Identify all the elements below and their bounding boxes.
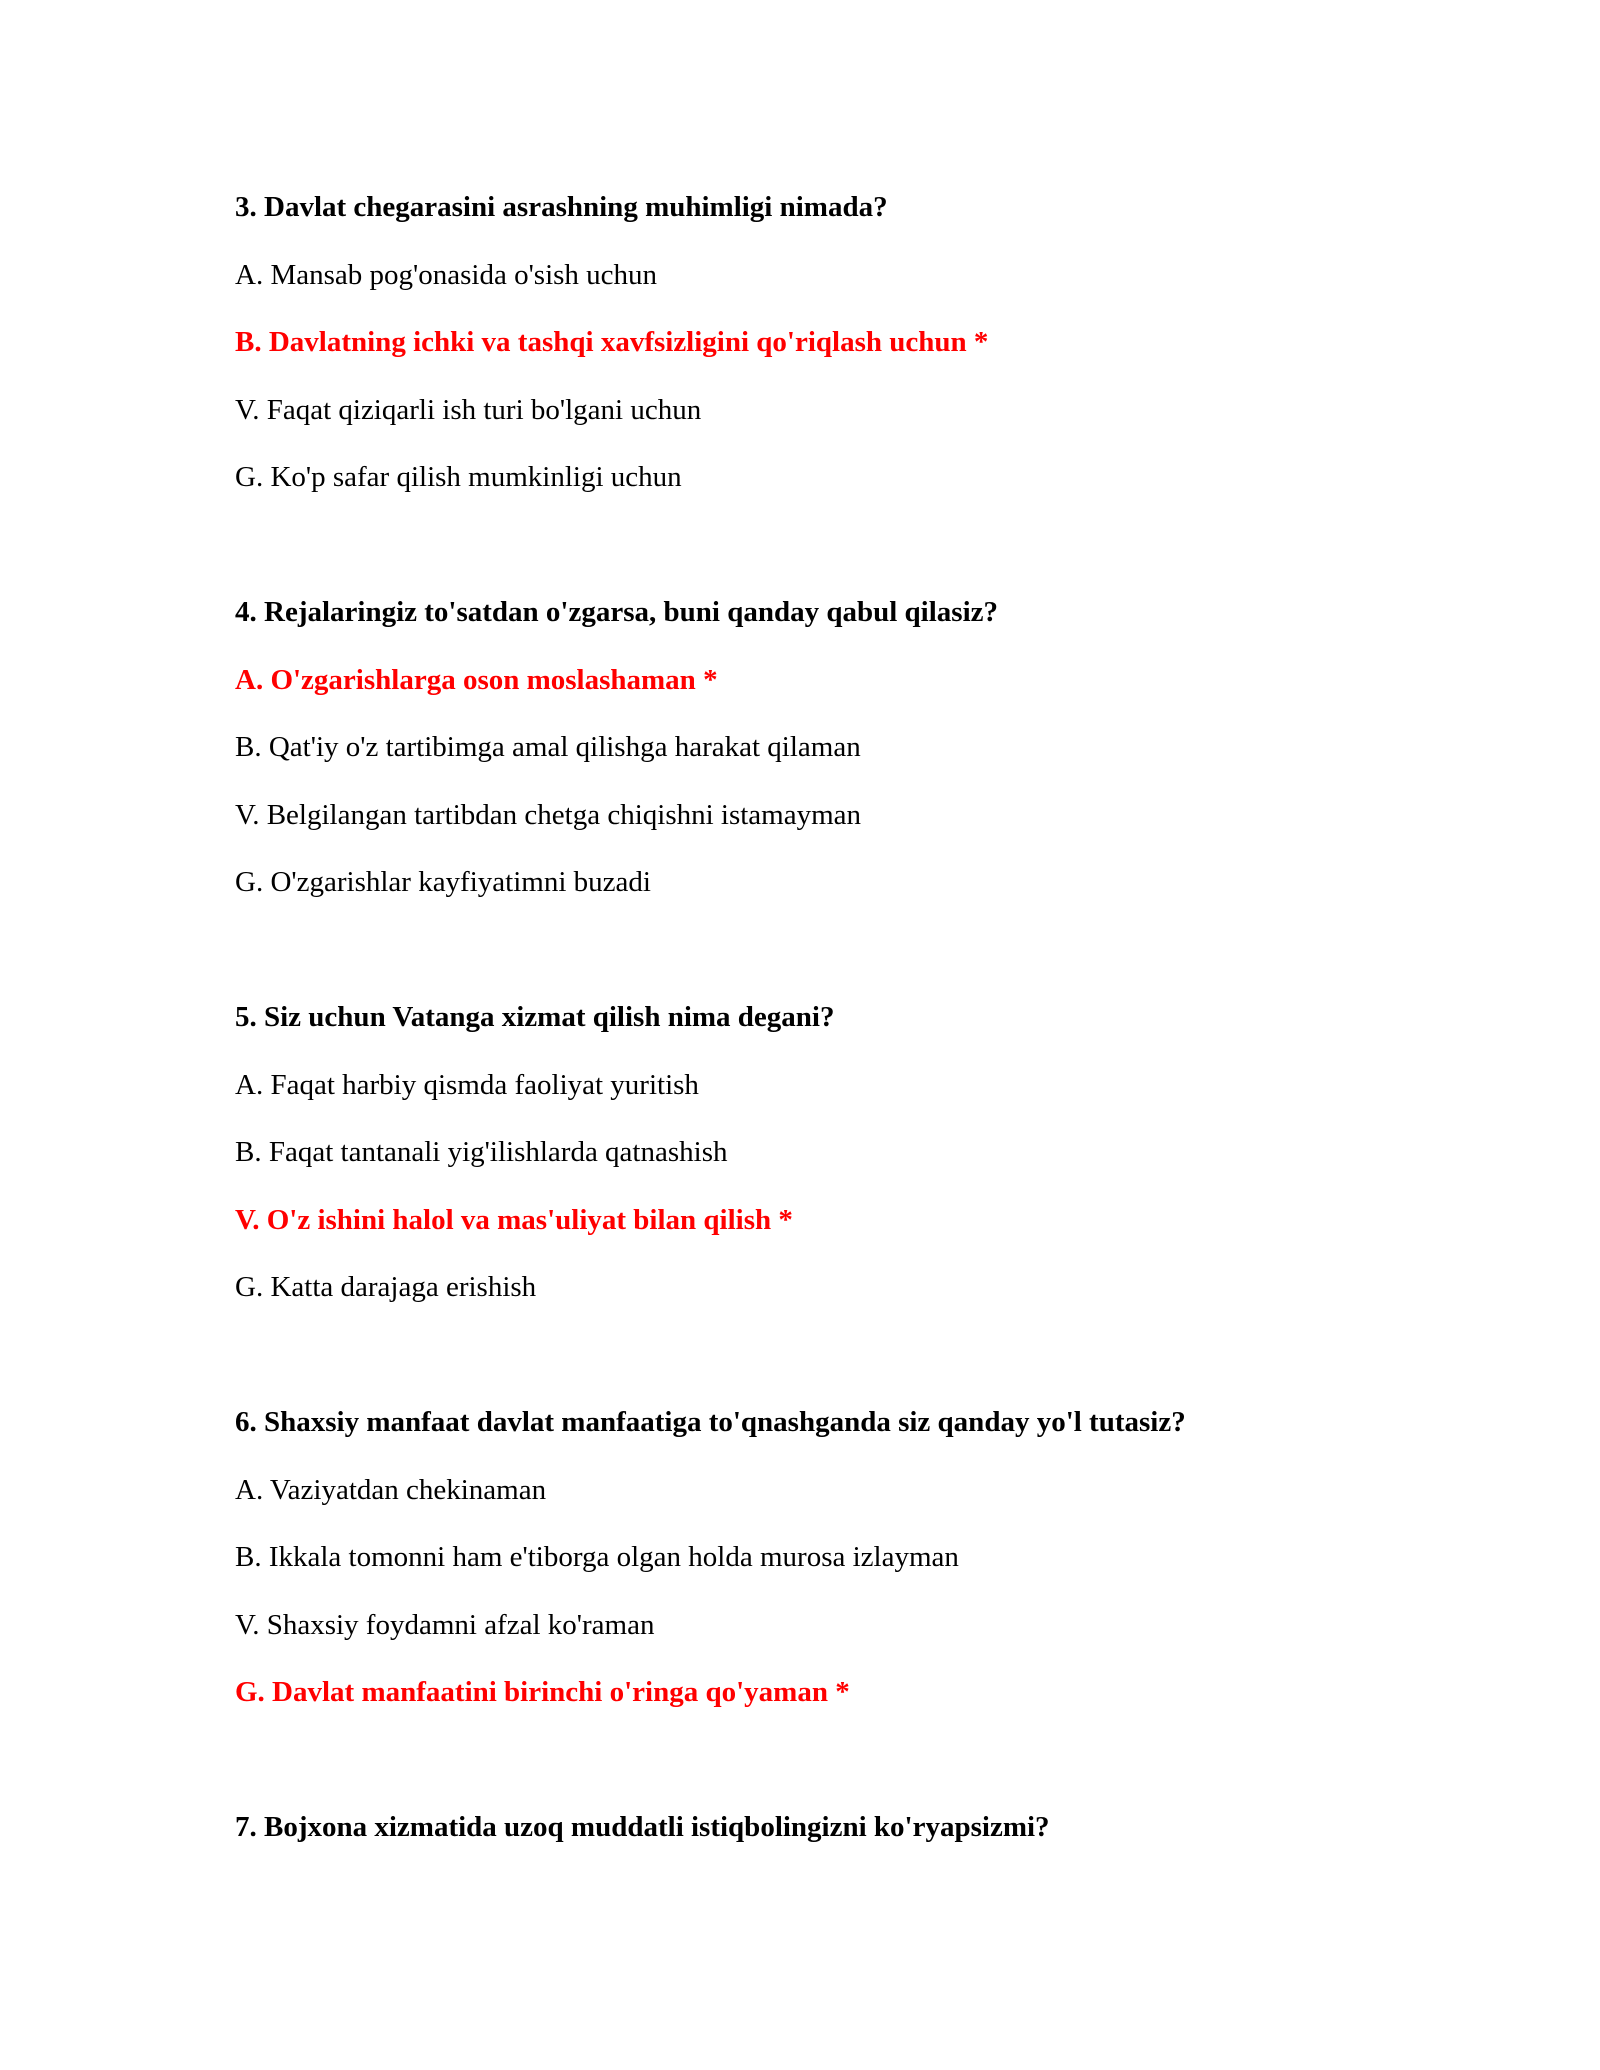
answer-option-correct: A. O'zgarishlarga oson moslashaman * (235, 663, 718, 696)
answer-option: A. Mansab pog'onasida o'sish uchun (235, 258, 658, 291)
answer-option-correct: V. O'z ishini halol va mas'uliyat bilan qilish * (235, 1203, 793, 1236)
answer-option: V. Shaxsiy foydamni afzal ko'raman (235, 1608, 655, 1641)
answer-option: V. Faqat qiziqarli ish turi bo'lgani uchun (235, 393, 702, 426)
answer-option: G. Ko'p safar qilish mumkinligi uchun (235, 461, 682, 493)
question-text: 3. Davlat chegarasini asrashning muhimligi nimada? (235, 191, 888, 223)
answer-option: A. Faqat harbiy qismda faoliyat yuritish (235, 1068, 699, 1101)
answer-option: A. Vaziyatdan chekinaman (235, 1473, 547, 1506)
answer-option: B. Faqat tantanali yig'ilishlarda qatnashish (235, 1136, 728, 1168)
question-text: 5. Siz uchun Vatanga xizmat qilish nima degani? (235, 1001, 835, 1033)
answer-option-correct: B. Davlatning ichki va tashqi xavfsizligini qo'riqlash uchun * (235, 326, 989, 358)
question-block-6 (235, 1405, 1435, 1709)
answer-option: B. Ikkala tomonni ham e'tiborga olgan holda murosa izlayman (235, 1541, 959, 1573)
question-block-5 (235, 1000, 1435, 1304)
answer-option: G. O'zgarishlar kayfiyatimni buzadi (235, 866, 651, 898)
question-text: 7. Bojxona xizmatida uzoq muddatli istiqbolingizni ko'ryapsizmi? (235, 1811, 1050, 1843)
answer-option: B. Qat'iy o'z tartibimga amal qilishga harakat qilaman (235, 731, 861, 763)
question-text: 6. Shaxsiy manfaat davlat manfaatiga to'qnashganda siz qanday yo'l tutasiz? (235, 1406, 1186, 1438)
question-block-3 (235, 190, 1435, 494)
question-text: 4. Rejalaringiz to'satdan o'zgarsa, buni qanday qabul qilasiz? (235, 596, 998, 628)
answer-option-correct: G. Davlat manfaatini birinchi o'ringa qo'yaman * (235, 1676, 850, 1708)
answer-option: G. Katta darajaga erishish (235, 1271, 537, 1303)
answer-option: V. Belgilangan tartibdan chetga chiqishni istamayman (235, 798, 862, 831)
question-block-4 (235, 595, 1435, 899)
question-block-7 (235, 1810, 1435, 1844)
